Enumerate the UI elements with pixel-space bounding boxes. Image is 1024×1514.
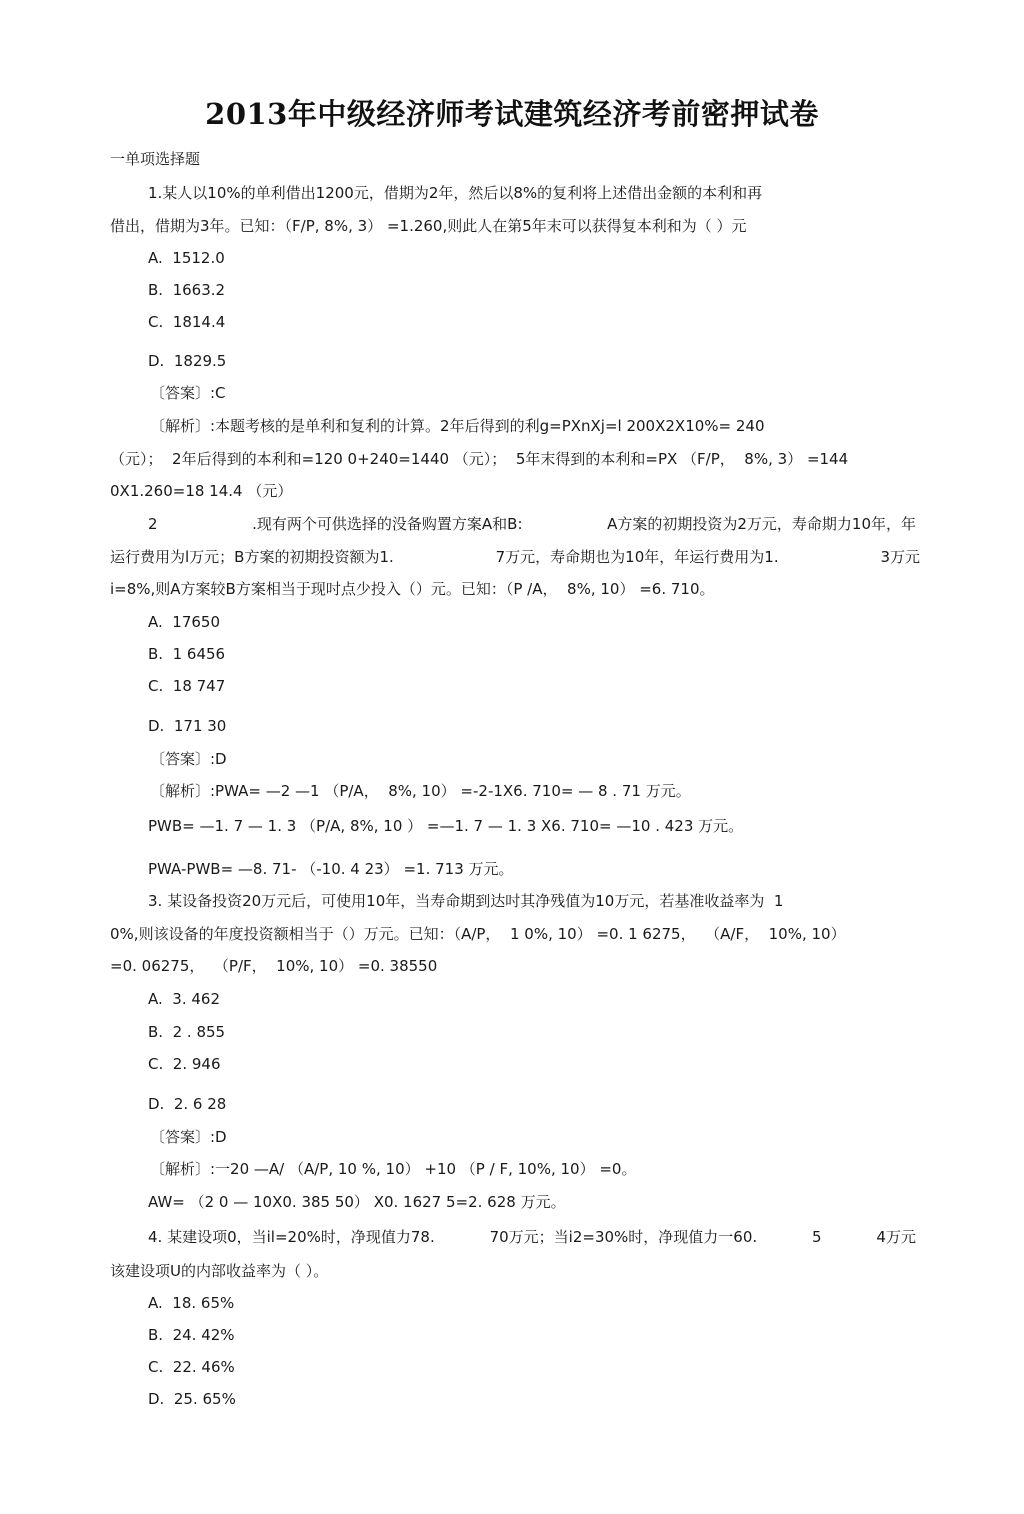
q4-stem-part: 70万元；当i2=30%时，净现值力一60.	[489, 1228, 758, 1246]
q1-explanation-line-1: 〔解析〕:本题考核的是单利和复利的计算。2年后得到的利g=PXnXj=l 200X2X10%= 240	[150, 417, 765, 435]
q4-stem-part: 4万元	[876, 1228, 916, 1246]
document-title: 2013年中级经济师考试建筑经济考前密押试卷	[205, 97, 819, 131]
q3-option-d: D. 2. 6 28	[148, 1095, 227, 1113]
q4-stem-part: 4. 某建设项0，当il=20%时，净现值力78.	[148, 1228, 435, 1246]
q2-option-c: C. 18 747	[148, 677, 226, 695]
q2-option-d: D. 171 30	[148, 717, 227, 735]
q2-stem-line-2	[110, 547, 920, 567]
q2-stem-part: 7万元，寿命期也为10年，年运行费用为1.	[495, 548, 779, 566]
q3-stem-line-1: 3. 某设备投资20万元后，可使用10年，当寿命期到达吋其净残值为10万元，若基准收益率为 1	[148, 892, 784, 910]
q1-explanation-line-2: （元）； 2年后得到的本利和=120 0+240=1440 （元）； 5年末得到的本利和=PX （F/P， 8%, 3） =144	[110, 450, 849, 468]
q3-option-a: A. 3. 462	[148, 990, 221, 1008]
q4-stem-line-1	[148, 1227, 916, 1247]
q2-stem-part: A方案的初期投资为2万元，寿命期力10年，年	[607, 515, 916, 533]
q4-option-c: C. 22. 46%	[148, 1358, 235, 1376]
q3-stem-line-3: =0. 06275， （P/F， 10%, 10） =0. 38550	[110, 957, 438, 975]
q1-option-d: D. 1829.5	[148, 352, 227, 370]
q2-explanation-line-1: 〔解析〕:PWA= —2 —1 （P/A， 8%, 10） =-2-1X6. 710= — 8 . 71 万元。	[150, 782, 691, 800]
q2-option-b: B. 1 6456	[148, 645, 226, 663]
q2-stem-line-3: i=8%,则A方案较B方案相当于现吋点少投入（）元。已知：（P /A， 8%, 10） =6. 710。	[110, 580, 715, 598]
q2-explanation-line-3: PWA-PWB= —8. 71- （-10. 4 23） =1. 713 万元。	[148, 860, 514, 878]
q3-stem-line-2: 0%,则该设备的年度投资额相当于（）万元。已知：（A/P， 1 0%, 10） =0. 1 6275， （A/F， 10%, 10）	[110, 925, 846, 943]
q2-stem-line-1	[148, 514, 916, 534]
q2-stem-part: .现有两个可供选择的没备购置方案A和B:	[252, 515, 523, 533]
q3-explanation-line-1: 〔解析〕:一20 —A/ （A/P, 10 %, 10） +10 （P / F, 10%, 10） =0。	[150, 1160, 637, 1178]
q1-option-c: C. 1814.4	[148, 313, 226, 331]
q3-option-c: C. 2. 946	[148, 1055, 221, 1073]
q2-stem-part: 3万元	[880, 548, 920, 566]
q4-option-b: B. 24. 42%	[148, 1326, 235, 1344]
q3-answer: 〔答案〕:D	[150, 1128, 227, 1146]
q4-option-d: D. 25. 65%	[148, 1390, 236, 1408]
q2-answer: 〔答案〕:D	[150, 750, 227, 768]
section-heading: 一单项选择题	[110, 150, 201, 168]
q2-stem-part: 运行费用为l万元；B方案的初期投资额为1.	[110, 548, 394, 566]
q3-option-b: B. 2 . 855	[148, 1023, 226, 1041]
q1-answer: 〔答案〕:C	[150, 384, 226, 402]
q3-explanation-line-2: AW= （2 0 — 10X0. 385 50） X0. 1627 5=2. 628 万元。	[148, 1193, 566, 1211]
q4-stem-line-2: 该建设项U的内部收益率为（ ）。	[110, 1262, 329, 1280]
q1-stem-line-1: 1.某人以10%的单利借出1200元，借期为2年，然后以8%的复利将上述借出金额的本利和再	[148, 184, 763, 202]
q1-explanation-line-3: 0X1.260=18 14.4 （元）	[110, 482, 293, 500]
q2-option-a: A. 17650	[148, 613, 221, 631]
q4-stem-part: 5	[812, 1228, 822, 1246]
q4-option-a: A. 18. 65%	[148, 1294, 235, 1312]
q1-option-a: A. 1512.0	[148, 249, 225, 267]
q1-stem-line-2: 借出，借期为3年。已知：（F/P, 8%, 3） =1.260,则此人在第5年末可以获得复本利和为（ ）元	[110, 217, 747, 235]
q1-option-b: B. 1663.2	[148, 281, 226, 299]
q2-explanation-line-2: PWB= —1. 7 — 1. 3 （P/A, 8%, 10 ） =—1. 7 — 1. 3 X6. 710= —10 . 423 万元。	[148, 817, 744, 835]
q2-number: 2	[148, 515, 158, 533]
